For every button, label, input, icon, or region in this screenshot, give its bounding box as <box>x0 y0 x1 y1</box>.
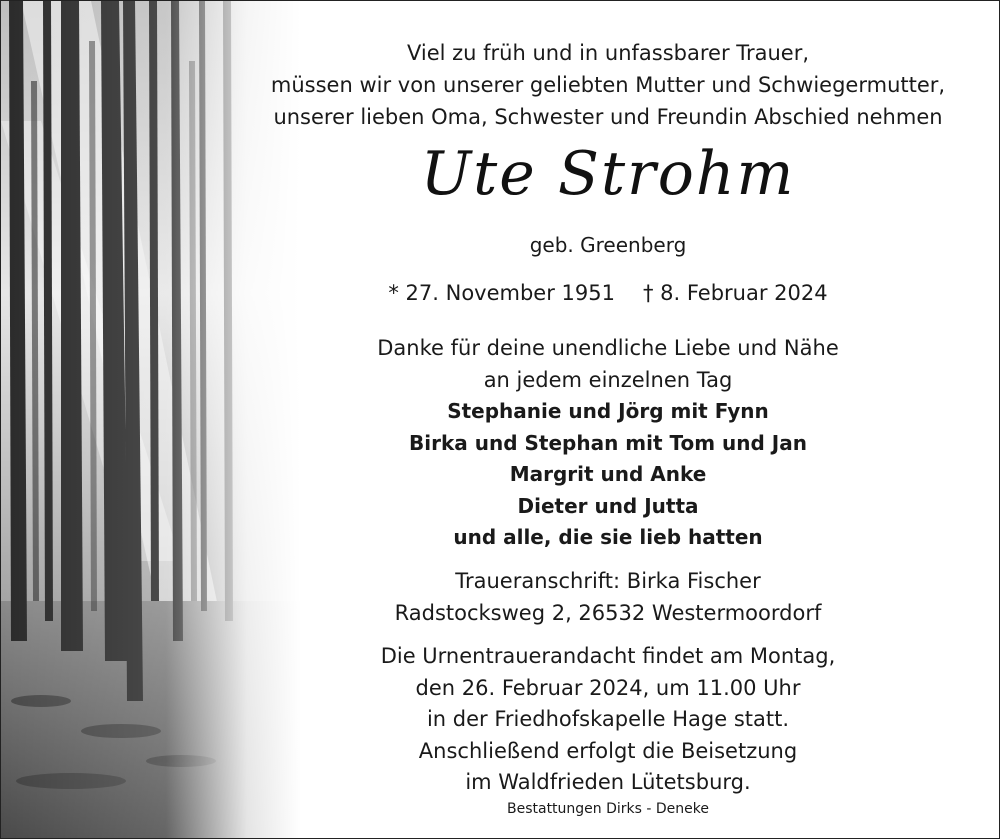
service-line: im Waldfrieden Lütetsburg. <box>465 770 751 794</box>
service-line: Die Urnentrauerandacht findet am Montag, <box>380 644 836 668</box>
birth-name: geb. Greenberg <box>529 233 687 257</box>
address-line: Traueranschrift: Birka Fischer <box>455 569 761 593</box>
mourning-address <box>263 565 953 629</box>
undertaker-name: Bestattungen Dirks - Deneke <box>506 801 709 817</box>
mourners-list <box>263 396 953 554</box>
intro-line: müssen wir von unserer geliebten Mutter und Schwiegermutter, <box>270 73 946 97</box>
intro-line: unserer lieben Oma, Schwester und Freundin Abschied nehmen <box>273 105 943 129</box>
thanks-text <box>263 332 953 396</box>
death-date: † 8. Februar 2024 <box>642 281 828 305</box>
thanks-line: Danke für deine unendliche Liebe und Nähe <box>377 336 839 360</box>
address-line: Radstocksweg 2, 26532 Westermoordorf <box>394 601 822 625</box>
mourner-line: Birka und Stephan mit Tom und Jan <box>409 430 807 455</box>
mourner-line: Stephanie und Jörg mit Fynn <box>447 399 769 423</box>
service-line: in der Friedhofskapelle Hage statt. <box>426 707 790 731</box>
mourner-line: Margrit und Anke <box>509 462 707 486</box>
deceased-name: Ute Strohm <box>420 139 796 209</box>
service-line: den 26. Februar 2024, um 11.00 Uhr <box>415 675 801 700</box>
intro-text <box>263 37 953 133</box>
intro-line: Viel zu früh und in unfassbarer Trauer, <box>406 41 810 65</box>
birth-date: * 27. November 1951 <box>388 281 615 305</box>
mourner-line: und alle, die sie lieb hatten <box>453 525 763 549</box>
service-info <box>263 641 953 799</box>
thanks-line: an jedem einzelnen Tag <box>483 368 733 392</box>
forest-image <box>1 1 301 838</box>
life-dates <box>263 281 953 305</box>
service-line: Anschließend erfolgt die Beisetzung <box>418 738 798 763</box>
notice-text <box>263 1 953 838</box>
mourner-line: Dieter und Jutta <box>517 493 699 518</box>
